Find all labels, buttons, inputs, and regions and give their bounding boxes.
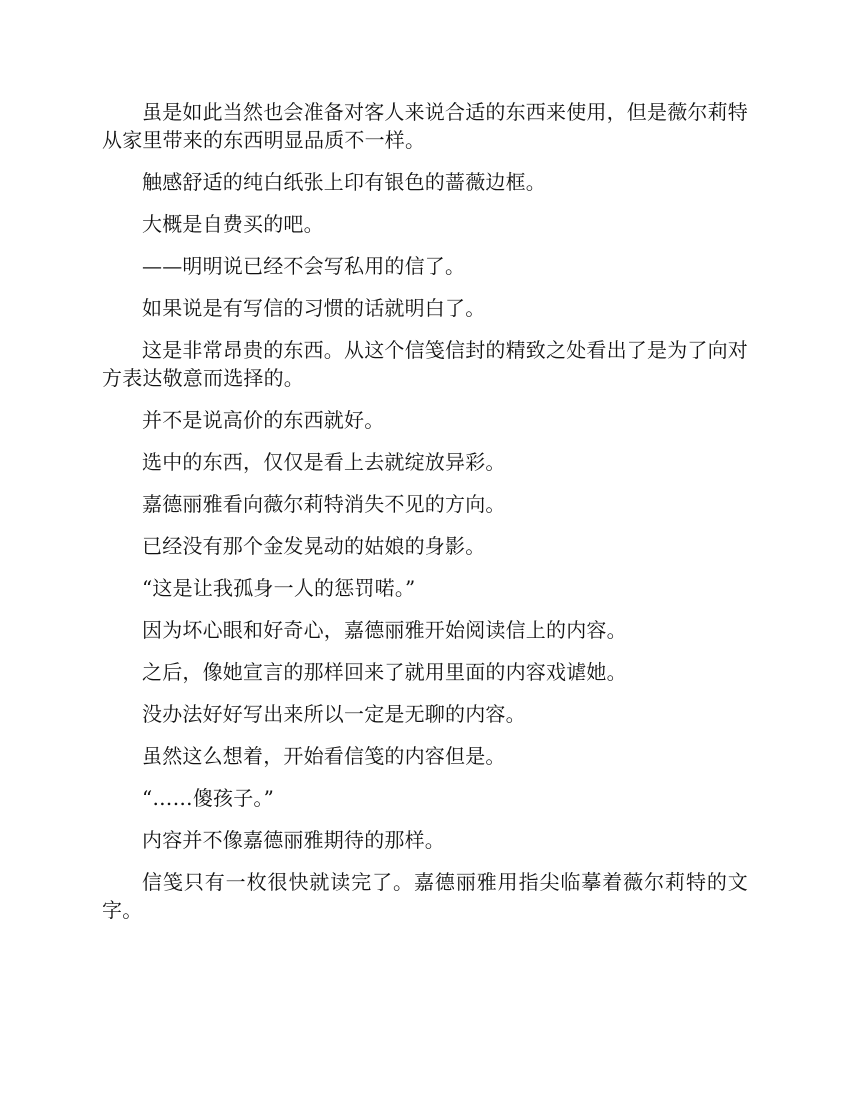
paragraph: ——明明说已经不会写私用的信了。 <box>142 254 466 278</box>
paragraph: 并不是说高价的东西就好。 <box>142 408 385 432</box>
paragraph: 这是非常昂贵的东西。从这个信笺信封的精致之处看出了是为了向对方表达敬意而选择的。 <box>102 338 748 390</box>
paragraph: “……傻孩子。” <box>142 786 275 810</box>
paragraph: 信笺只有一枚很快就读完了。嘉德丽雅用指尖临摹着薇尔莉特的文字。 <box>102 870 748 922</box>
paragraph: 嘉德丽雅看向薇尔莉特消失不见的方向。 <box>142 492 506 516</box>
paragraph: “这是让我孤身一人的惩罚喏。” <box>142 576 416 600</box>
paragraph: 大概是自费买的吧。 <box>142 212 324 236</box>
document-body <box>102 98 748 938</box>
paragraph: 没办法好好写出来所以一定是无聊的内容。 <box>142 702 526 726</box>
paragraph: 已经没有那个金发晃动的姑娘的身影。 <box>142 534 486 558</box>
paragraph: 虽是如此当然也会准备对客人来说合适的东西来使用，但是薇尔莉特从家里带来的东西明显品质不一样。 <box>102 100 748 152</box>
paragraph: 选中的东西，仅仅是看上去就绽放异彩。 <box>142 450 506 474</box>
paragraph: 虽然这么想着，开始看信笺的内容但是。 <box>142 744 506 768</box>
paragraph: 如果说是有写信的习惯的话就明白了。 <box>142 296 486 320</box>
paragraph: 内容并不像嘉德丽雅期待的那样。 <box>142 828 445 852</box>
paragraph: 之后，像她宣言的那样回来了就用里面的内容戏谑她。 <box>142 660 627 684</box>
paragraph: 因为坏心眼和好奇心，嘉德丽雅开始阅读信上的内容。 <box>142 618 627 642</box>
paragraph: 触感舒适的纯白纸张上印有银色的蔷薇边框。 <box>142 170 546 194</box>
